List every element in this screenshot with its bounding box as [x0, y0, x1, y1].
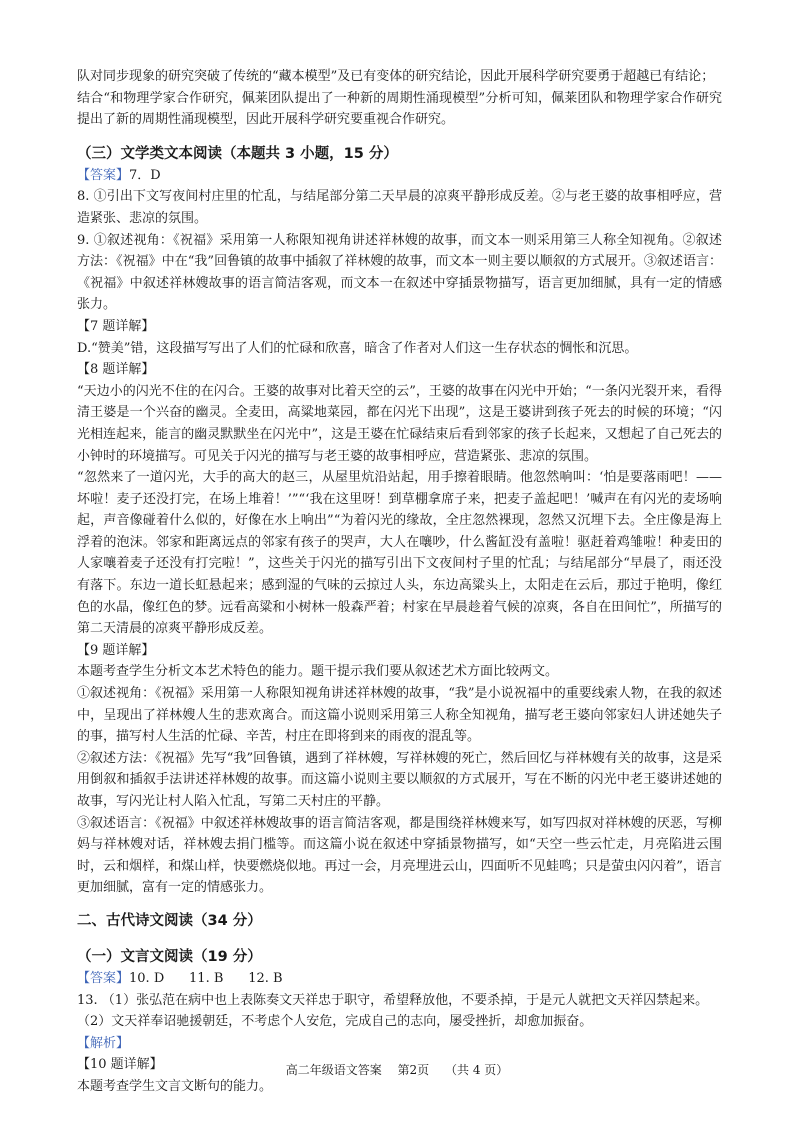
- classical-answers: 10. D 11. B 12. B: [129, 970, 283, 986]
- detail-10: 本题考查学生文言文断句的能力。: [77, 1078, 273, 1094]
- detail-8-paragraph-2: “忽然来了一道闪光，大手的高大的赵三，从屋里炕沿站起，用手擦着眼睛。他忽然响叫：‘怕是要落雨吧！——坏啦！麦子还没打完，在场上堆着！’”“‘我在这里呀！到草棚拿席子来，把麦子盖起吧！’喊声在有闪光的麦场响起，声音像碰着什么似的，好像在水上响出”“为着闪光的缘故，全庄忽然裸现，忽然又沉埋下去。全庄像是海上浮着的泡沫。邻家和距离远点的邻家有孩子的哭声，大人在嚷吵，什么酱缸没有盖啦！驱赶着鸡雏啦！种麦田的人家嚷着麦子还没有打完啦！”，这些关于闪光的描写引出下文夜间村子里的忙乱；与结尾部分“早晨了，雨还没有落下。东边一道长虹悬起来；感到湿的气味的云掠过人头，东边高粱头上，太阳走在云后，那过于艳明，像红色的水晶，像红色的梦。远看高粱和小树林一般森严着；村家在早晨趁着气候的凉爽，各自在田间忙”，所描写的第二天清晨的凉爽平静形成反差。: [77, 470, 722, 637]
- answer-tag: 【答案】: [77, 167, 130, 183]
- classical-answer-tag: 【答案】: [77, 970, 130, 986]
- detail-9-paragraph-3: ②叙述方法：《祝福》先写“我”回鲁镇，遇到了祥林嫂，写祥林嫂的死亡，然后回忆与祥林嫂有关的故事，这是采用倒叙和插叙手法讲述祥林嫂的故事。而这篇小说则主要以顺叙的方式展开，写在不断的闪光中老王婆讲述她的故事，写闪光让村人陷入忙乱，写第二天村庄的平静。: [77, 750, 722, 809]
- intro-paragraph-2: 结合“和物理学家合作研究，佩莱团队提出了一种新的周期性涌现模型”分析可知，佩莱团队和物理学家合作研究提出了新的周期性涌现模型，因此开展科学研究要重视合作研究。: [77, 90, 722, 128]
- detail-7: D.“赞美”错，这段描写写出了人们的忙碌和欣喜，暗含了作者对人们这一生存状态的惆怅和沉思。: [77, 340, 638, 356]
- detail-tag-8: 【8 题详解】: [77, 362, 155, 378]
- answer-q13-part2: （2）文天祥奉诏驰援朝廷，不考虑个人安危，完成自己的志向，屡受挫折，却愈加振奋。: [77, 1014, 593, 1030]
- part-title-classical: 二、古代诗文阅读（34 分）: [77, 912, 262, 929]
- analysis-tag: 【解析】: [77, 1035, 130, 1051]
- section-title-classical-prose: （一）文言文阅读（19 分）: [77, 948, 262, 965]
- footer-total-pages: （共 4 页）: [445, 1063, 509, 1077]
- detail-tag-10: 【10 题详解】: [77, 1057, 163, 1073]
- detail-tag-7: 【7 题详解】: [77, 318, 155, 334]
- footer-course: 高二年级语文答案: [285, 1063, 382, 1077]
- classical-answer-line: [77, 968, 722, 990]
- answer-q13-part1: 13. （1）张弘范在病中也上表陈奏文天祥忠于职守，希望释放他，不要杀掉，于是元人就把文天祥囚禁起来。: [77, 992, 709, 1008]
- detail-9-paragraph-4: ③叙述语言：《祝福》中叙述祥林嫂故事的语言简洁客观，都是围绕祥林嫂来写，如写四叔对祥林嫂的厌恶，写柳妈与祥林嫂对话，祥林嫂去捐门槛等。而这篇小说在叙述中穿插景物描写，如“天空一些云忙走，月亮陷进云围时，云和烟样，和煤山样，快要燃烧似地。再过一会，月亮埋进云山，四面听不见蛙鸣；只是萤虫闪闪着”，语言更加细腻，富有一定的情感张力。: [77, 815, 722, 896]
- answer-line: [77, 165, 722, 187]
- section-title-literary: （三）文学类文本阅读（本题共 3 小题，15 分）: [77, 145, 398, 162]
- answer-q8: 8. ①引出下文写夜间村庄里的忙乱，与结尾部分第二天早晨的凉爽平静形成反差。②与老王婆的故事相呼应，营造紧张、悲凉的氛围。: [77, 189, 722, 226]
- page-footer: [0, 1061, 794, 1078]
- detail-8-paragraph-1: “天边小的闪光不住的在闪合。王婆的故事对比着天空的云”，王婆的故事在闪光中开始；“一条闪光裂开来，看得清王婆是一个兴奋的幽灵。全麦田，高粱地菜园，都在闪光下出现”，这是王婆讲到孩子死去的时候的环境；“闪光相连起来，能言的幽灵默默坐在闪光中”，这是王婆在忙碌结束后看到邻家的孩子长起来，又想起了自己死去的小钟时的环境描写。可见关于闪光的描写与老王婆的故事相呼应，营造紧张、悲凉的氛围。: [77, 383, 722, 464]
- footer-page-number: 第2页: [397, 1063, 430, 1077]
- answer-q9: 9. ①叙述视角：《祝福》采用第一人称限知视角讲述祥林嫂的故事，而文本一则采用第三人称全知视角。②叙述方法：《祝福》中在“我”回鲁镇的故事中插叙了祥林嫂的故事，而文本一则主要以顺叙的方式展开。③叙述语言：《祝福》中叙述祥林嫂故事的语言简洁客观，而文本一在叙述中穿插景物描写，语言更加细腻，具有一定的情感张力。: [77, 232, 722, 313]
- detail-9-paragraph-1: 本题考查学生分析文本艺术特色的能力。题干提示我们要从叙述艺术方面比较两文。: [77, 664, 559, 680]
- intro-paragraph-1: 队对同步现象的研究突破了传统的“藏本模型”及已有变体的研究结论，因此开展科学研究要勇于超越已有结论；: [77, 69, 715, 84]
- page-body: [77, 66, 722, 1098]
- detail-9-paragraph-2: ①叙述视角：《祝福》采用第一人称限知视角讲述祥林嫂的故事，“我”是小说祝福中的重要线索人物，在我的叙述中，呈现出了祥林嫂人生的悲欢离合。而这篇小说则采用第三人称全知视角，描写老王婆向邻家妇人讲述她失子的事，描写村人生活的忙碌、辛苦，村庄在即将到来的雨夜的混乱等。: [77, 686, 722, 745]
- detail-tag-9: 【9 题详解】: [77, 642, 155, 658]
- answer-q7: 7．D: [129, 167, 161, 183]
